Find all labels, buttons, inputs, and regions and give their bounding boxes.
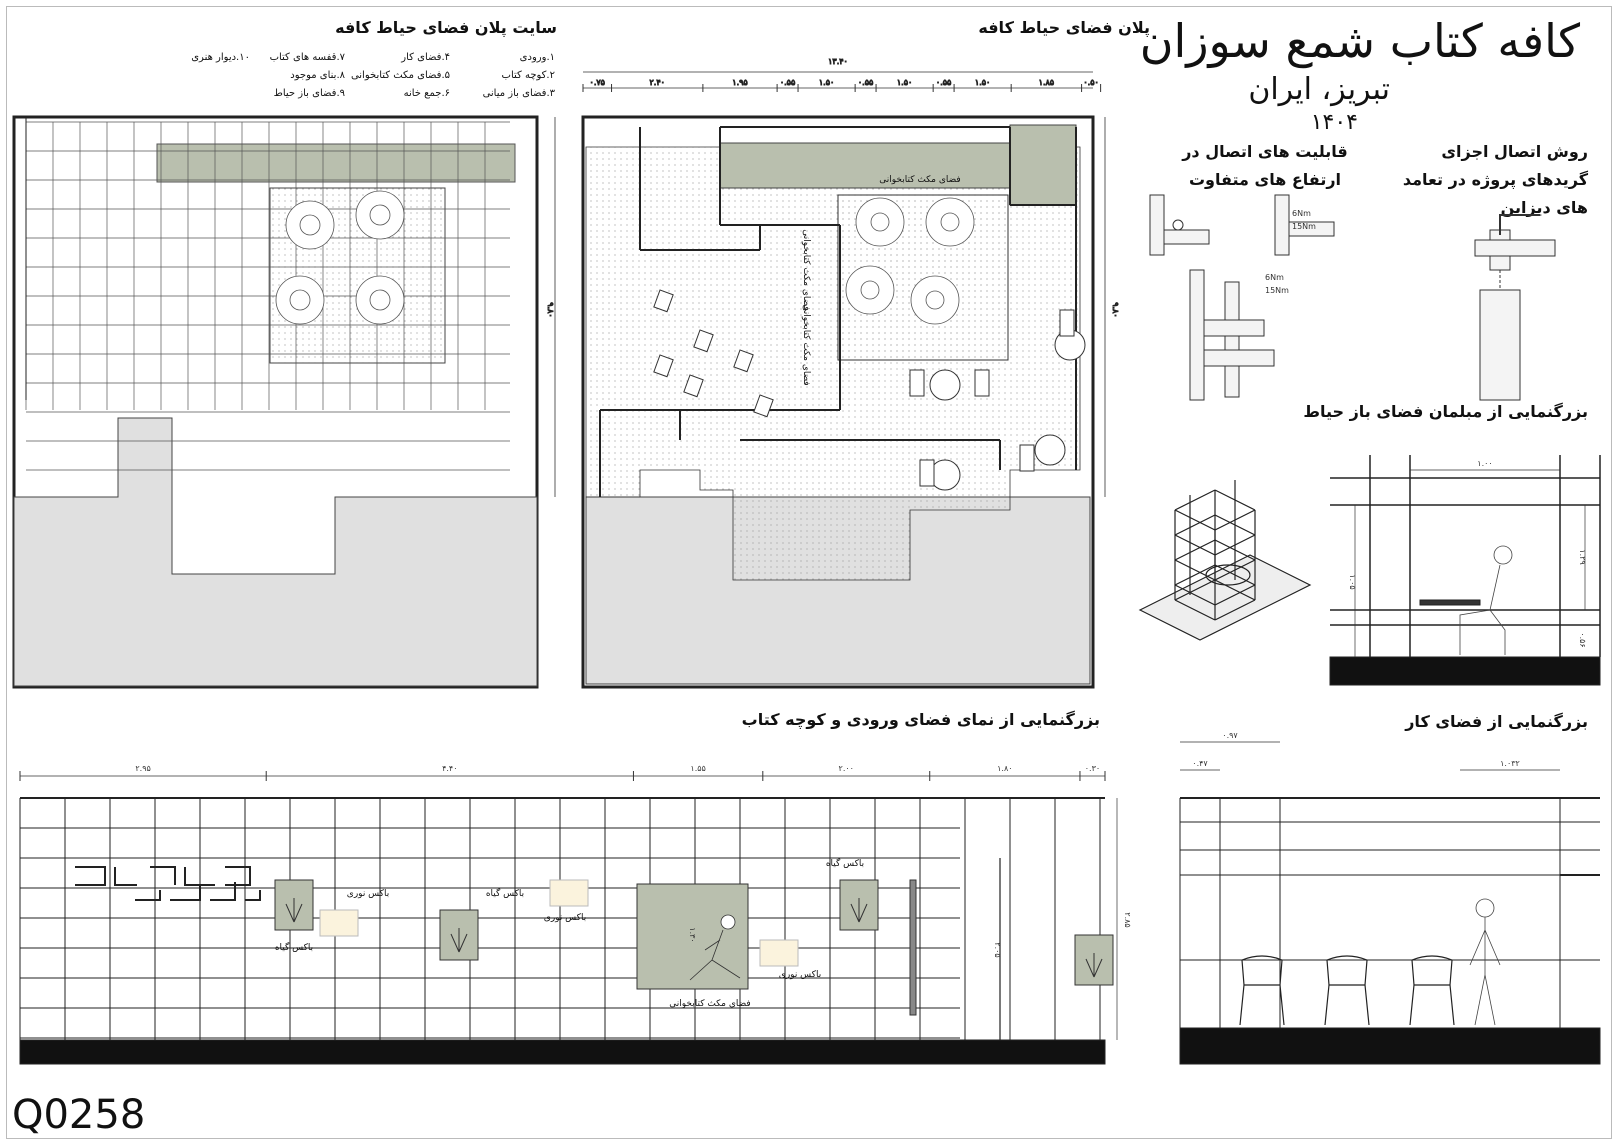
work-dim: ۰.۹۷ <box>1222 731 1238 740</box>
work-dim: ۰.۴۷ <box>1192 759 1208 768</box>
round-table <box>1035 435 1065 465</box>
chair <box>910 370 924 396</box>
reading-side-label-1: فضای مکث کتابخوانی <box>801 229 811 311</box>
entrance-elevation <box>20 798 1113 1064</box>
elev-segment-dim: ۰.۳۰ <box>1084 764 1101 773</box>
door-height-dim: ۲.۰۵ <box>993 942 1002 958</box>
furn-height-dim: ۰.۵۶ <box>1578 632 1587 648</box>
workspace-detail-title: بزرگنمایی از فضای کار <box>1405 712 1588 731</box>
courtyard-plan <box>546 57 1120 687</box>
light-box <box>320 910 358 936</box>
chair-icon <box>1410 956 1454 1025</box>
tree-icon <box>856 198 904 246</box>
axo-beam <box>1175 490 1215 510</box>
project-location: تبریز، ایران <box>1248 72 1390 107</box>
tree-icon <box>926 198 974 246</box>
elevation-ground <box>20 1040 1105 1064</box>
sheet-code: Q0258 <box>12 1092 146 1138</box>
torque-3: 6Nm <box>1265 273 1284 282</box>
legend-item-10: ۱۰.دیوار هنری <box>191 52 250 63</box>
elev-height-dim: ۲.۸۵ <box>1123 912 1132 928</box>
axo-beam <box>1175 515 1215 535</box>
elevation-label: باکس نوری <box>778 970 822 980</box>
elev-segment-dim: ۲.۰۰ <box>838 764 854 773</box>
furniture-section <box>1330 455 1600 685</box>
elevation-label: فضای مکث کتابخوانی <box>669 999 751 1009</box>
furn-width-dim: ۱.۰۰ <box>1477 459 1493 468</box>
plan-segment-dim: ۰.۵۵ <box>779 78 796 87</box>
workspace-ground <box>1180 1028 1600 1064</box>
project-title: کافه کتاب شمع سوزان <box>1139 14 1580 68</box>
plan-segment-dim: ۰.۵۰ <box>1083 78 1099 87</box>
plan-segment-dim: ۰.۵۵ <box>857 78 874 87</box>
elev-segment-dim: ۴.۴۰ <box>442 764 458 773</box>
chair <box>975 370 989 396</box>
plan-segment-dim: ۱.۹۵ <box>732 78 748 87</box>
site-plan <box>14 117 537 687</box>
elev-segment-dim: ۲.۹۵ <box>135 764 151 773</box>
light-box <box>760 940 798 966</box>
furniture-ground <box>1330 657 1600 685</box>
legend-item-7: ۷.قفسه های کتاب <box>269 52 345 63</box>
legend-item-5: ۵.فضای مکث کتابخوانی <box>350 70 450 81</box>
chair <box>1060 310 1074 336</box>
legend-item-3: ۳.فضای باز میانی <box>482 88 555 99</box>
torque-1: 6Nm <box>1292 209 1311 218</box>
book-alley-zone <box>157 144 515 182</box>
profile-joint-exploded <box>1475 215 1555 400</box>
plan-segment-dim: ۰.۷۵ <box>589 78 605 87</box>
plan-total-dim: ۱۳.۴۰ <box>828 57 848 66</box>
elevation-label: باکس گیاه <box>274 943 314 953</box>
elevation-label: باکس گیاه <box>485 889 525 899</box>
courtyard-reading-strip <box>720 143 1010 188</box>
tree-icon <box>846 266 894 314</box>
elev-segment-dim: ۱.۵۵ <box>690 764 706 773</box>
elevation-label: باکس نوری <box>543 913 587 923</box>
entrance-elevation-title: بزرگنمایی از نمای فضای ورودی و کوچه کتاب <box>741 710 1100 729</box>
elevation-label: باکس گیاه <box>825 859 865 869</box>
work-dim: ۱.۰۳۲ <box>1500 759 1520 768</box>
furn-height-dim: ۱.۲۹ <box>1578 549 1587 565</box>
tree-icon <box>356 276 404 324</box>
plan-segment-dim: ۲.۴۰ <box>649 78 665 87</box>
connection-details <box>1150 195 1555 400</box>
legend-item-8: ۸.بنای موجود <box>290 70 345 81</box>
site-side-dim: ۹.۸۰ <box>546 302 555 318</box>
elev-segment-dim: ۱.۸۰ <box>997 764 1013 773</box>
chair <box>1020 445 1034 471</box>
tree-icon <box>356 191 404 239</box>
legend-item-9: ۹.فضای باز حیاط <box>273 88 345 99</box>
tree-icon <box>911 276 959 324</box>
plan-segment-dim: ۱.۸۵ <box>1038 78 1055 87</box>
axo-beam <box>1175 535 1215 555</box>
standing-person <box>1470 899 1500 1025</box>
tree-icon <box>286 201 334 249</box>
reading-side-label-2: فضای مکث کتابخوانی <box>801 304 811 386</box>
workspace-elevation <box>1180 798 1600 1064</box>
existing-building-area <box>14 418 537 686</box>
connection-method-title: روش اتصال اجزای گریدهای پروژه در تعامد های دیزاین <box>1402 142 1588 217</box>
connection-heights-title: قابلیت های اتصال در ارتفاع های متفاوت <box>1182 142 1348 189</box>
site-plan-title: سایت پلان فضای حیاط کافه <box>335 18 557 37</box>
reading-strip-label: فضای مکث کتابخوانی <box>879 175 961 185</box>
art-wall-lettering <box>75 867 260 900</box>
legend-item-4: ۴.فضای کار <box>401 52 450 63</box>
legend-item-2: ۲.کوچه کتاب <box>501 70 555 81</box>
plan-side-dim: ۹.۸۰ <box>1111 302 1120 318</box>
chair-icon <box>1240 956 1284 1025</box>
torque-4: 15Nm <box>1265 286 1289 295</box>
courtyard-plan-title: پلان فضای حیاط کافه <box>978 18 1150 37</box>
axo-beam <box>1175 540 1215 560</box>
project-year: ۱۴۰۴ <box>1310 110 1358 135</box>
chair-icon <box>1325 956 1369 1025</box>
nook-height-dim: ۱.۳۰ <box>688 927 697 943</box>
legend-item-6: ۶.جمع خانه <box>403 88 450 99</box>
axo-beam <box>1175 510 1215 530</box>
furniture-detail-title: بزرگنمایی از مبلمان فضای باز حیاط <box>1303 402 1588 421</box>
plan-segment-dim: ۱.۵۰ <box>818 78 835 87</box>
profile-joint-1 <box>1150 195 1209 255</box>
courtyard-entry-zone <box>1010 125 1076 205</box>
elevation-label: باکس نوری <box>346 889 390 899</box>
door-handle <box>910 880 916 1015</box>
plan-segment-dim: ۰.۵۵ <box>935 78 952 87</box>
legend-item-1: ۱.ورودی <box>519 52 555 63</box>
furniture-axonometric <box>1140 480 1310 640</box>
round-table <box>930 370 960 400</box>
torque-2: 15Nm <box>1292 222 1316 231</box>
plan-segment-dim: ۱.۵۰ <box>974 78 991 87</box>
furn-height-dim: ۱.۰۵ <box>1348 574 1357 590</box>
chair <box>920 460 934 486</box>
profile-joint-3 <box>1190 270 1274 400</box>
plan-segment-dim: ۱.۵۰ <box>896 78 913 87</box>
tree-icon <box>276 276 324 324</box>
light-box <box>550 880 588 906</box>
